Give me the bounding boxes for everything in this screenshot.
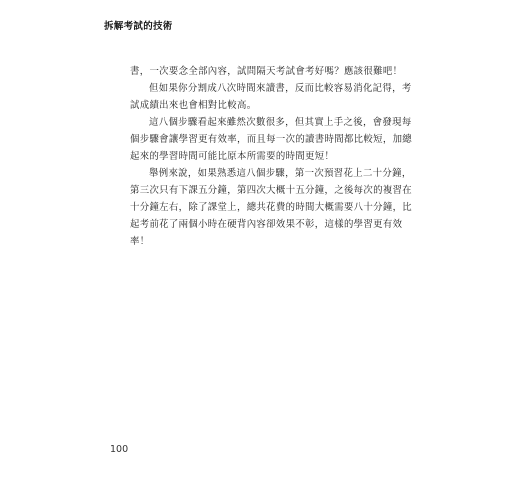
text-line: 十分鐘左右，除了課堂上，總共花費的時間大概需要八十分鐘，比 xyxy=(130,202,413,213)
text-line: 舉例來說，如果熟悉這八個步驟，第一次預習花上二十分鐘， xyxy=(149,168,412,179)
text-line: 書，一次要念全部內容，試問隔天考試會考好嗎？應該很難吧！ xyxy=(130,66,403,77)
text-line: 試成績出來也會相對比較高。 xyxy=(130,100,257,111)
text-line: 但如果你分割成八次時間來讀書，反而比較容易消化記得，考 xyxy=(149,83,412,94)
page-number: 100 xyxy=(110,444,129,455)
text-line: 這八個步驟看起來雖然次數很多，但其實上手之後，會發現每 xyxy=(149,117,412,128)
text-line: 起來的學習時間可能比原本所需要的時間更短！ xyxy=(130,151,335,162)
body-text xyxy=(130,63,413,250)
running-header-book-title: 拆解考試的技術 xyxy=(104,21,173,32)
text-line: 起考前花了兩個小時在硬背內容卻效果不彰，這樣的學習更有效 xyxy=(130,219,403,230)
text-line: 個步驟會讓學習更有效率，而且每一次的讀書時間都比較短，加總 xyxy=(130,134,413,145)
text-line: 率！ xyxy=(130,236,150,247)
text-line: 第三次只有下課五分鐘，第四次大概十五分鐘，之後每次的複習在 xyxy=(130,185,413,196)
